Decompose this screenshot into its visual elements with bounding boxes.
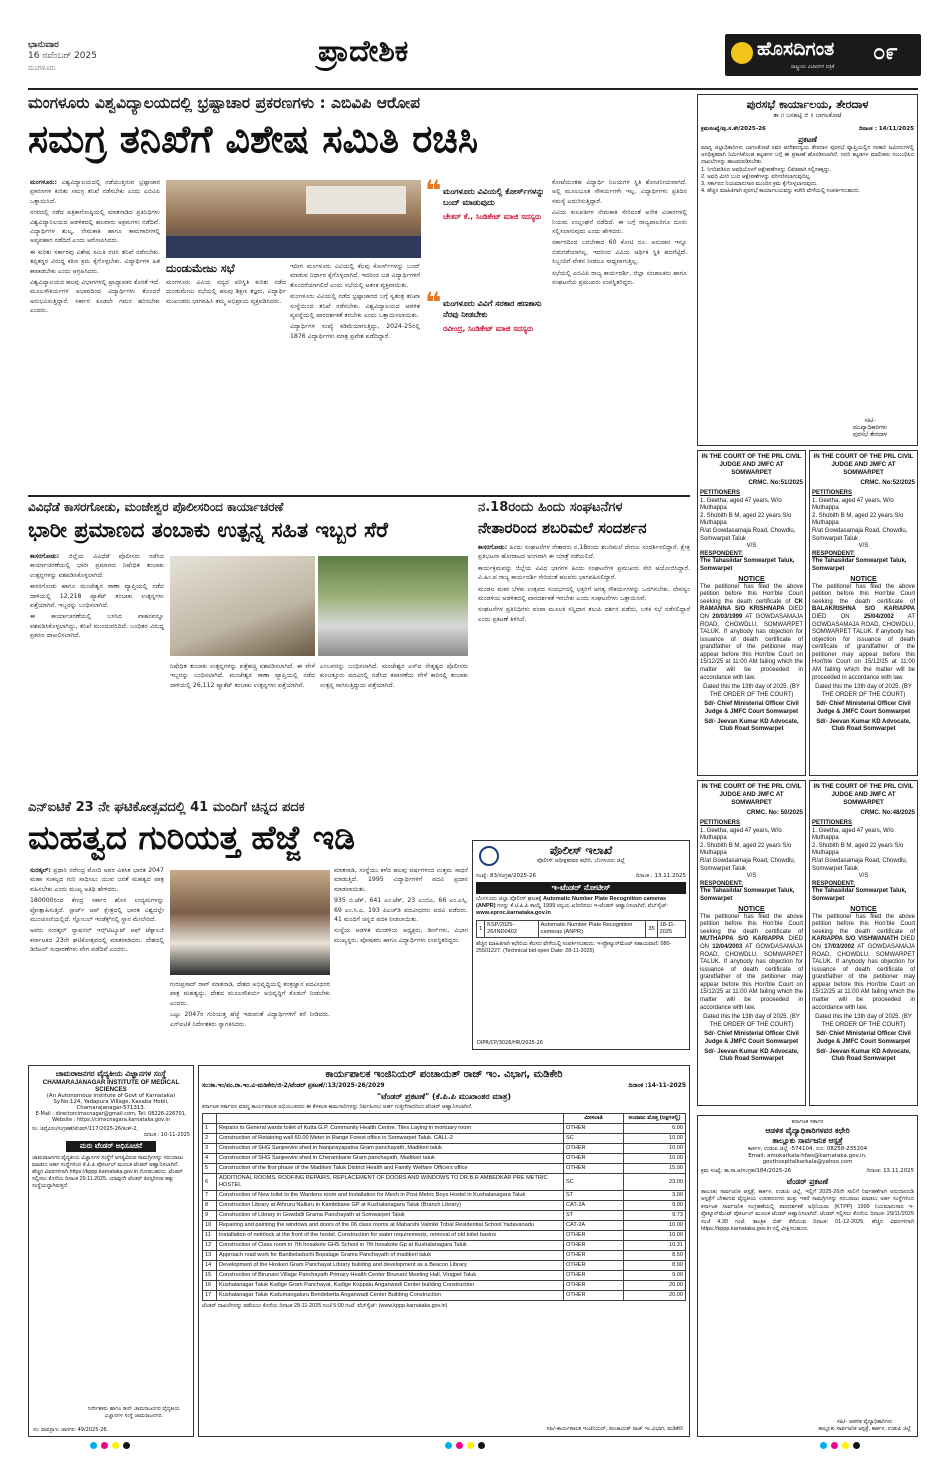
pwd-cell-work: Construction of SHG Sanjeevini shed in Nanjarayapatna Gram panchayath, Madikeri taluk — [217, 1144, 564, 1154]
quote-mark-icon: ❝ — [425, 174, 442, 207]
karkala-hospital: ತಾಲ್ಲೂಕು ಸಾರ್ವಜನಿಕ ಆಸ್ಪತ್ರೆ — [772, 1136, 843, 1145]
pwd-cell-amt: 8.50 — [624, 1251, 686, 1261]
police-emblem-icon — [479, 846, 499, 866]
paper-name: ಹೊಸದಿಗಂತ — [757, 38, 835, 60]
karkala-email2: govthospitalkarkala@yahoo.com — [762, 1159, 853, 1165]
notice-dated: Dated this the 13th day of 2025. (BY THE ORDER OF THE COURT) — [703, 1014, 800, 1028]
notice-body: The petitioner has filed the above petition before this Hon'ble Court seeking the death certificate of KARIAPPA S/O VISHWANATH DIED ON 17/03/2002 AT GOWDASAMAJA ROAD, CHOWDLU, SOMWARPET TALUK. If anybody has objection for issuance of death certificate of grandfather of the petitioner may appear before this Hon'ble Court on 15/12/25 at 11:00 AM failing which the matter will be proceeded in accordance with law. — [812, 913, 915, 1011]
table-row — [203, 1261, 686, 1271]
pwd-cell-cat: OTHER — [564, 1251, 624, 1261]
terdal-body: ಮಾನ್ಯ ಜಿಲ್ಲಾಧಿಕಾರಿಗಳು ಬಾಗಲಕೋಟೆ ರವರ ಆದೇಶದನ್ವಯ ತೇರದಾಳ ಪುರಸಭೆ ವ್ಯಾಪ್ತಿಯಲ್ಲಿನ ಸರಕಾರಿ ಜಮೀನುಗಳಲ್ಲಿ ಅನಧಿಕೃತವಾಗಿ ನಿರ್ಮಿಸಿಕೊಂಡ ಕಟ್ಟಡಗಳ ಬಗ್ಗೆ ಈ ಪ್ರಕಟಣೆ ಹೊರಡಿಸಲಾಗಿದೆ. ಸದರಿ ಕಟ್ಟಡಗಳ ಮಾಲೀಕರು ಸಂಬಂಧಿಸಿದ ದಾಖಲೆಗಳನ್ನು ಹಾಜರುಪಡಿಸಬೇಕು. 1. ನಿಗದಿಪಡಿಸಿದ ಅವಧಿಯೊಳಗೆ ಆಕ್ಷೇಪಣೆಗಳನ್ನು ಲಿಖಿತವಾಗಿ ಸಲ್ಲಿಸತಕ್ಕದ್ದು. 2. ಅವಧಿ ಮೀರಿ ಬಂದ ಆಕ್ಷೇಪಣೆಗಳನ್ನು ಪರಿಗಣಿಸಲಾಗುವುದಿಲ್ಲ. 3. ಸರ್ಕಾರದ ನಿಯಮಾನುಸಾರ ಮುಂದಿನ ಕ್ರಮ ಕೈಗೊಳ್ಳಲಾಗುವುದು. 4. ಹೆಚ್ಚಿನ ಮಾಹಿತಿಗಾಗಿ ಪುರಸಭೆ ಕಾರ್ಯಾಲಯವನ್ನು ಕಚೇರಿ ವೇಳೆಯಲ್ಲಿ ಸಂಪರ್ಕಿಸಬಹುದು. — [701, 145, 914, 195]
pwd-cell-no: 8 — [203, 1201, 217, 1211]
terdal-ref: ಕ್ರಮಸಂಖ್ಯೆ/ಪು.ಸ.ತೇ/2025-26 — [701, 126, 766, 132]
table-row — [203, 1231, 686, 1241]
pwd-cell-no: 15 — [203, 1271, 217, 1281]
table-row — [203, 1164, 686, 1174]
deceased-name: KARIAPPA S/O VISHWANATH — [812, 936, 899, 943]
death-date: 12/04/2003 — [712, 943, 743, 950]
quote1-text: ಮಂಗಳೂರು ವಿವಿಯಲ್ಲಿ ಕೋರ್ಸ್‌ಗಳನ್ನು ಬಂದ್ ಮಾಡುವುದು — [443, 187, 545, 207]
table-row — [203, 1251, 686, 1261]
petitioner-address: R/at Gowdasamaja Road, Chowdlu, Somwarpet Taluk — [700, 527, 796, 542]
terdal-subtitle: ತಾ ॥ ಬನಹಟ್ಟಿ ಜಿ ॥ ಬಾಗಲಕೋಟೆ — [773, 112, 842, 119]
pwd-cell-no: 14 — [203, 1261, 217, 1271]
pwd-cell-amt: 6.00 — [624, 1124, 686, 1134]
versus: V/S — [746, 873, 757, 880]
pwd-cell-work: Repairs to General wards toilet of Kutta G.P. Community Health Centre. Tiles Laying in mortuary room — [217, 1124, 564, 1134]
notice-sig-advocate: Sd/- Jeevan Kumar KD Advocate, Club Road Somwarpet — [816, 1048, 911, 1063]
terdal-footer3: ಪುರಸಭೆ ತೇರದಾಳ — [853, 432, 887, 438]
notice-dated: Dated this the 13th day of 2025. (BY THE ORDER OF THE COURT) — [815, 1014, 912, 1028]
story4-kicker: ಎನ್‌ಐಟಿಕೆ 23 ನೇ ಘಟಿಕೋತ್ಸವದಲ್ಲಿ 41 ಮಂದಿಗೆ ಚಿನ್ನದ ಪದಕ — [28, 800, 305, 815]
police-title: ಪೊಲೀಸ್ ಇಲಾಖೆ — [549, 844, 613, 857]
table-row — [203, 1211, 686, 1221]
pwd-cell-cat: OTHER — [564, 1281, 624, 1291]
court-title: IN THE COURT OF THE PRL CIVIL JUDGE AND JMFC AT SOMWARPET — [701, 783, 802, 806]
court-title: IN THE COURT OF THE PRL CIVIL JUDGE AND JMFC AT SOMWARPET — [813, 453, 914, 476]
pwd-cell-work: Construction of Class room in 7th hosakote GHS School in 7th hosakote Gp at Kushalanagara Taluk — [217, 1241, 564, 1251]
petitioner-2: 2. Shobith B M, aged 22 years S/o Muthappa — [812, 512, 904, 527]
pwd-cell-cat: OTHER — [564, 1271, 624, 1281]
story2-photo-car — [318, 556, 468, 656]
respondent-label: RESPONDENT: — [700, 880, 744, 887]
respondent: The Tahasildar Somwarpet Taluk, Somwarpet — [812, 888, 907, 902]
pwd-cell-amt: 10.00 — [624, 1134, 686, 1144]
pwd-website[interactable]: (www.kppp.karnataka.gov.in) — [378, 1303, 448, 1309]
respondent: The Tahasildar Somwarpet Taluk, Somwarpet — [812, 558, 907, 572]
table-row — [203, 1201, 686, 1211]
pwd-cell-no: 12 — [203, 1241, 217, 1251]
table-row — [203, 1154, 686, 1164]
day-label: ಭಾನುವಾರ — [28, 40, 59, 50]
pwd-cell-amt: 9.00 — [624, 1271, 686, 1281]
story1-headline: ಸಮಗ್ರ ತನಿಖೆಗೆ ವಿಶೇಷ ಸಮಿತಿ ರಚಿಸಿ — [28, 117, 479, 161]
petitioner-1: 1. Geetha, aged 47 years, W/o Muthappa — [700, 497, 782, 512]
notice-body: The petitioner has filed the above petition before this Hon'ble Court seeking the death certificate of CK RAMANNA S/O KRISHNAPA DIED ON 20/03/1999 AT GOWDASAMAJA ROAD, CHOWDLU, SOMWARPET TALUK. If anybody has objection for issuance of death certificate of grandfather of the petitioner may appear before this Hon'ble Court on 15/12/25 at 11:00 AM failing which the matter will be proceeded in accordance with law. — [700, 583, 803, 681]
chamaraj-dipr: ಸಂ: ವಾಪಪ್ರಾಇ: ಚಾನಗರ: 49/2025-26. — [33, 1427, 109, 1433]
court-notice — [809, 780, 918, 1106]
petitioners-label: PETITIONERS — [812, 820, 853, 826]
pwd-cell-cat: SC — [564, 1134, 624, 1144]
pwd-cell-cat: OTHER — [564, 1144, 624, 1154]
notice-body: The petitioner has filed the above petition before this Hon'ble Court seeking the death certificate of MUTHAPPA S/O KARIAPPA DIED ON 12/04/2003 AT GOWDASAMAJA ROAD, CHOWDLU, SOMWARPET TALUK. If anybody has objection for issuance of death certificate of grandfather of the petitioner may appear before this Hon'ble Court on 15/12/25 at 11:00 AM failing which the matter will be proceeded in accordance with law. — [700, 913, 803, 1011]
paper-tagline: ರಾಷ್ಟ್ರೀಯ ವಿಚಾರಗಳ ಪತ್ರಿಕೆ — [791, 64, 835, 70]
court-case-no: CRMC. No:52/2025 — [860, 479, 915, 486]
story2-col1: ಕಾಸರಗೋಡು: ಜಿಲ್ಲೆಯ ವಿವಿಧೆಡೆ ಪೊಲೀಸರು ನಡೆಸಿದ ಕಾರ್ಯಾಚರಣೆಯಲ್ಲಿ ಭಾರೀ ಪ್ರಮಾಣದ ನಿಷೇಧಿತ ತಂಬಾಕು ಉತ್ಪನ್ನಗಳನ್ನು ವಶಪಡಿಸಿಕೊಳ್ಳಲಾಗಿದೆ. ಕಾಸರಗೋಡು ಹಾಗೂ ಮಂಜೇಶ್ವರ ಠಾಣಾ ವ್ಯಾಪ್ತಿಯಲ್ಲಿ ನಡೆದ ದಾಳಿಯಲ್ಲಿ 12,218 ಪ್ಯಾಕೆಟ್ ತಂಬಾಕು ಉತ್ಪನ್ನಗಳು ಪತ್ತೆಯಾಗಿವೆ. ಇಬ್ಬರನ್ನು ಬಂಧಿಸಲಾಗಿದೆ. ಈ ಕಾರ್ಯಾಚರಣೆಯಲ್ಲಿ ಬಳಸಿದ ವಾಹನವನ್ನೂ ವಶಪಡಿಸಿಕೊಳ್ಳಲಾಗಿದ್ದು, ತನಿಖೆ ಮುಂದುವರಿದಿದೆ. ಬಂಧಿತರ ವಿರುದ್ಧ ಪ್ರಕರಣ ದಾಖಲಿಸಲಾಗಿದೆ. — [30, 553, 164, 640]
deceased-name: MUTHAPPA S/O KARIAPPA — [700, 936, 784, 943]
pwd-cell-no: 1 — [203, 1124, 217, 1134]
chamaraj-title-en: CHAMARAJANAGAR INSTITUTE OF MEDICAL SCIENCES — [42, 1079, 180, 1093]
table-row — [203, 1174, 686, 1191]
pwd-cell-cat: ST — [564, 1191, 624, 1201]
pwd-cell-work: Construction of Birunani Village Panchayath Primary Health Center Birunani Meeting Hall, Virajpet Taluk — [217, 1271, 564, 1281]
pwd-cell-cat: OTHER — [564, 1261, 624, 1271]
terdal-date: ದಿನಾಂಕ : 14/11/2025 — [858, 126, 914, 132]
table-row — [203, 1271, 686, 1281]
chamaraj-portal[interactable]: https://kppp.karnataka.gov.in — [69, 1169, 139, 1175]
police-dipr: DIPR/CP/3026/HR/2025-26 — [477, 1040, 543, 1046]
petitioner-2: 2. Shobith B M, aged 22 years S/o Muthappa — [812, 842, 904, 857]
petitioner-2: 2. Shobith B M, aged 22 years S/o Muthappa — [700, 512, 792, 527]
karkala-body: ತಾಲೂಕು ಸಾರ್ವಜನಿಕ ಆಸ್ಪತ್ರೆ, ಕಾರ್ಕಳ, ಉಡುಪಿ ಜಿಲ್ಲೆ, ಇಲ್ಲಿಗೆ 2025-26ನೇ ಸಾಲಿಗೆ ನಿರ್ವಹಣೆಗಾಗಿ ಅನುದಾನದಡಿ ಆಸ್ಪತ್ರೆಗೆ ಬೇಕಾಗುವ ವೈದ್ಯಕೀಯ ಉಪಕರಣಗಳು ಮತ್ತು ಇತರೆ ಸಾಮಗ್ರಿಗಳನ್ನು ಸರಬರಾಜು ಮಾಡಲು ಅರ್ಹ ಸಂಸ್ಥೆಗಳಿಂದ ಕರ್ನಾಟಕ ಸಾರ್ವಜನಿಕ ಸಂಗ್ರಹಣೆಯಲ್ಲಿ ಪಾರದರ್ಶಕತೆ ಅಧಿನಿಯಮ (KTPP) 1999 ನಿಯಮಾನುಸಾರ ಇ-ಪ್ರೊಕ್ಯೂರ್‌ಮೆಂಟ್ ಪೋರ್ಟಲ್ ಮೂಲಕ ಟೆಂಡರ್ ಆಹ್ವಾನಿಸಲಾಗಿದೆ. ಟೆಂಡರ್ ಸಲ್ಲಿಸಲು ಕೊನೆಯ ದಿನಾಂಕ: 29/11/2025 ಸಂಜೆ 4.30 ಗಂಟೆ. ತಾಂತ್ರಿಕ ಬಿಡ್ ತೆರೆಯುವ ದಿನಾಂಕ: 01-12-2025. ಹೆಚ್ಚಿನ ವಿವರಗಳಿಗಾಗಿ https://kppp.karnataka.gov.in ನಲ್ಲಿ ವೀಕ್ಷಿಸಬಹುದು. — [701, 1189, 914, 1233]
pwd-cell-no: 7 — [203, 1191, 217, 1201]
pwd-cell-amt: 23.00 — [624, 1174, 686, 1191]
quote-mark-icon: ❝ — [425, 286, 442, 319]
story1-quote-box — [425, 174, 547, 480]
chamaraj-sub3: Chamarajanagar-571313. — [76, 1105, 146, 1111]
pwd-cell-no: 16 — [203, 1281, 217, 1291]
registration-dots-left — [90, 1442, 130, 1449]
pwd-cell-amt: 9.73 — [624, 1211, 686, 1221]
karkala-tender-ad — [697, 1115, 918, 1437]
notice-dated: Dated this the 13th day of 2025. (BY THE ORDER OF THE COURT) — [815, 684, 912, 698]
pwd-cell-cat: OTHER — [564, 1124, 624, 1134]
notice-sig-officer: Sd/- Chief Ministerial Officer Civil Judge & JMFC Court Somwarpet — [704, 1031, 799, 1046]
petitioner-address: R/at Gowdasamaja Road, Chowdlu, Somwarpet Taluk — [812, 527, 908, 542]
deceased-name: BALAKRISHNA S/O KARIAPPA — [812, 606, 915, 613]
pwd-cell-work: Construction of New toilet to the Wardens room and Installation for Mesh in Post Metric Boys Hostel in Kushalanagara Taluk — [217, 1191, 564, 1201]
pwd-table — [202, 1113, 686, 1301]
notice-dated: Dated this the 13th day of 2025. (BY THE ORDER OF THE COURT) — [703, 684, 800, 698]
chamaraj-date: ದಿನಾಂಕ : 10-11-2025 — [143, 1132, 190, 1138]
pwd-cell-no: 3 — [203, 1144, 217, 1154]
terdal-footer2: ಮುಖ್ಯಾಧಿಕಾರಿಗಳು — [852, 425, 887, 431]
pwd-cell-work: Kushalanagar Taluk Kudige Gram Panchayat, Kudige Koppalu Anganwadi Center building Construction — [217, 1281, 564, 1291]
pwd-cell-amt: 10.00 — [624, 1154, 686, 1164]
chamaraj-title-kn: ಚಾಮರಾಜನಗರ ವೈದ್ಯಕೀಯ ವಿಜ್ಞಾನಗಳ ಸಂಸ್ಥೆ — [55, 1069, 167, 1078]
pwd-cell-cat: ST — [564, 1211, 624, 1221]
police-date: ದಿನಾಂಕ : 13.11.2025 — [635, 873, 686, 879]
pwd-cell-no: 17 — [203, 1291, 217, 1301]
pwd-col-cat: ಮೀಸಲಾತಿ — [564, 1114, 624, 1124]
respondent-label: RESPONDENT: — [812, 550, 856, 557]
pwd-ref: ಸಂ:ಕಾ.ಇಂ/ಪಂ.ರಾ.ಇಂ.ವಿ-ಮಡಿಕೇರಿ/ಜಿ-2/ಟೆಂಡರ್ ಪ್ರಕಟಣೆ/:13/2025-26/2029 — [202, 1082, 385, 1089]
page-number: ೦೯ — [873, 40, 898, 65]
chamaraj-body: ಚಾಮರಾಜನಗರ ವೈದ್ಯಕೀಯ ವಿಜ್ಞಾನಗಳ ಸಂಸ್ಥೆಗೆ ಅಗತ್ಯವಿರುವ ಸಾಮಗ್ರಿಗಳನ್ನು ಸರಬರಾಜು ಮಾಡಲು ಅರ್ಹ ಸಂಸ್ಥೆಗಳಿಂದ ಕೆ.ಪಿ.ಪಿ ಪೋರ್ಟಲ್ ಮೂಲಕ ಟೆಂಡರ್ ಆಹ್ವಾನಿಸಲಾಗಿದೆ. ಹೆಚ್ಚಿನ ವಿವರಗಳಿಗಾಗಿ https://kppp.karnataka.gov.in ನೋಡಬಹುದು. ಟೆಂಡರ್ ಸಲ್ಲಿಸಲು ಕೊನೆಯ ದಿನಾಂಕ 29.11.2025. ಯಾವುದೇ ಟೆಂಡರ್ ತಿರಸ್ಕರಿಸುವ ಹಕ್ಕು ಸಂಸ್ಥೆಯದ್ದಾಗಿರುತ್ತದೆ. — [32, 1155, 184, 1189]
death-date: 17/03/2002 — [824, 943, 855, 950]
table-row — [203, 1291, 686, 1301]
terdal-title: ಪುರಸಭೆ ಕಾರ್ಯಾಲಯ, ತೇರದಾಳ — [746, 98, 869, 111]
quote2-author: ರವೀಂದ್ರ, ಸಿಂಡಿಕೇಟ್ ಮಾಜಿ ಸದಸ್ಯರು — [443, 324, 534, 333]
police-ref: ಸಂಖ್ಯೆ: 83/ಸಂಗ್ರಹ/2025-26 — [476, 873, 537, 879]
karkala-email: Email: amokarkala-hfws@karnataka.gov.in, — [748, 1153, 867, 1159]
death-date: 25/04/2002 — [863, 613, 894, 620]
story2-col2: ನಿಷೇಧಿತ ತಂಬಾಕು ಉತ್ಪನ್ನಗಳನ್ನು ಪತ್ತೆಹಚ್ಚಿ ವಶಪಡಿಸಲಾಗಿದೆ. ಈ ವೇಳೆ ಇಬ್ಬರನ್ನು ಬಂಧಿಸಲಾಗಿದೆ. ಮಂಜೇಶ್ವರ ಠಾಣಾ ವ್ಯಾಪ್ತಿಯಲ್ಲಿ ನಡೆದ ದಾಳಿಯಲ್ಲಿ 26,112 ಪ್ಯಾಕೆಟ್ ತಂಬಾಕು ಉತ್ಪನ್ನಗಳು ಪತ್ತೆಯಾಗಿವೆ. — [170, 663, 315, 689]
respondent-label: RESPONDENT: — [812, 880, 856, 887]
pwd-cell-amt: 8.90 — [624, 1261, 686, 1271]
pwd-cell-no: 5 — [203, 1164, 217, 1174]
pwd-cell-amt: 10.31 — [624, 1241, 686, 1251]
story1-dateline: ಮಂಗಳೂರು: — [30, 179, 57, 186]
chamaraj-email: E-Mail : directorcimscnagar@gmail.com, Tel: 08226-226701, — [35, 1111, 187, 1117]
petitioner-address: R/at Gowdasamaja Road, Chowdlu, Somwarpet Taluk — [700, 857, 796, 872]
police-table: 1 KSP/2025-26/IND0402 Automatic Number Plate Recognition cameras (ANPR) 35 18-11-2025 — [476, 920, 686, 938]
pwd-cell-no: 10 — [203, 1221, 217, 1231]
story4-col3: ಮಾತನಾಡಿ, ಸಂಸ್ಥೆಯು ಕಳೆದ ಹಲವು ವರ್ಷಗಳಿಂದ ಉತ್ತಮ ಸಾಧನೆ ಮಾಡುತ್ತಿದೆ. 1995 ವಿದ್ಯಾರ್ಥಿಗಳಿಗೆ ಪದವಿ ಪ್ರದಾನ ಮಾಡಲಾಯಿತು. 935 ಬಿ.ಟೆಕ್, 641 ಎಂ.ಟೆಕ್, 23 ಎಂಬಿಎ, 66 ಎಂ.ಎಸ್ಸಿ, 69 ಎಂ.ಸಿ.ಎ, 193 ಪಿಎಚ್‌ಡಿ ಪದವೀಧರರು ಪದವಿ ಪಡೆದರು. 41 ಮಂದಿಗೆ ಚಿನ್ನದ ಪದಕ ನೀಡಲಾಯಿತು. ಸಂಸ್ಥೆಯ ಆಡಳಿತ ಮಂಡಳಿಯ ಅಧ್ಯಕ್ಷರು, ಡೀನ್‌ಗಳು, ವಿಭಾಗ ಮುಖ್ಯಸ್ಥರು, ಪೋಷಕರು ಹಾಗೂ ವಿದ್ಯಾರ್ಥಿಗಳು ಉಪಸ್ಥಿತರಿದ್ದರು. — [334, 867, 468, 944]
table-row — [203, 1241, 686, 1251]
pwd-cell-work: Kushalanagar Taluk Kudumangaluru Bendebetta Anganwadi Center Building Construction — [217, 1291, 564, 1301]
pwd-cell-work: Repairing and painting the windows and doors of the 06 class rooms at Maharshi Valmiki Tribal Residential School Yadavanadu — [217, 1221, 564, 1231]
pwd-cell-cat: OTHER — [564, 1291, 624, 1301]
paper-brand — [725, 34, 921, 76]
petitioner-1: 1. Geetha, aged 47 years, W/o Muthappa — [812, 827, 894, 842]
pwd-footer-note: ಟೆಂಡರ್ ದಾಖಲೆಗಳನ್ನು ಪಡೆಯಲು ಕೊನೆಯ ದಿನಾಂಕ 28-11-2025 ಸಂಜೆ 5:00 ಗಂಟೆ. ವೆಬ್‌ಸೈಟ್: (www.kppp.karnataka.gov.in) — [202, 1303, 448, 1309]
pwd-tender-ad — [198, 1065, 690, 1437]
pwd-cell-cat: OTHER — [564, 1164, 624, 1174]
pwd-col-amt: ಅಂದಾಜು ಮೊತ್ತ (ಲಕ್ಷಗಳಲ್ಲಿ) — [624, 1114, 686, 1124]
pwd-cell-work: Construction of Library in Gowdalli Grama Panchayath at Somwarpet Taluk — [217, 1211, 564, 1221]
story3-body: ಕಾಸರಗೋಡು: ಹಿಂದು ಸಂಘಟನೆಗಳ ನೇತಾರರು ನ.18ರಂದು ಶಬರಿಮಲೆ ದೇಗುಲ ಸಂದರ್ಶಿಸಲಿದ್ದಾರೆ. ಕ್ಷೇತ್ರ ಪ್ರತಿಭಟನಾ ಹೋರಾಟದ ಅಂಗವಾಗಿ ಈ ಯಾತ್ರೆ ನಡೆಯಲಿದೆ. ಕಾರ್ಯಕ್ರಮವನ್ನು ಜಿಲ್ಲೆಯ ವಿವಿಧ ಭಾಗಗಳ ಹಿಂದು ಸಂಘಟನೆಗಳ ಪ್ರಮುಖರು ಸೇರಿ ಆಯೋಜಿಸಿದ್ದಾರೆ. ವಿ.ಹಿಂ.ಪ ರಾಜ್ಯ ಕಾರ್ಯದರ್ಶಿ ಸೇರಿದಂತೆ ಹಲವರು ಭಾಗವಹಿಸಲಿದ್ದಾರೆ. ಮಂಡಲ ಮಕರ ಬೆಳಕು ಉತ್ಸವದ ಸಂದರ್ಭದಲ್ಲಿ ಭಕ್ತರಿಗೆ ಅಗತ್ಯ ಸೌಕರ್ಯಗಳನ್ನು ಒದಗಿಸಬೇಕು. ದೇವಸ್ವಂ ಮಂಡಳಿಯ ಆಡಳಿತದಲ್ಲಿ ಪಾರದರ್ಶಕತೆ ಇರಬೇಕು ಎಂದು ಸಂಘಟನೆಗಳು ಒತ್ತಾಯಿಸಿವೆ. ಸಂಘಟನೆಗಳ ಪ್ರತಿನಿಧಿಗಳು ಪಂಪಾ ಮೂಲಕ ಸನ್ನಿಧಾನ ತಲುಪಿ ದರ್ಶನ ಪಡೆದು, ಬಳಿಕ ಸಭೆ ನಡೆಸಲಿದ್ದಾರೆ ಎಂದು ಪ್ರಕಟಣೆ ತಿಳಿಸಿದೆ. — [478, 544, 690, 623]
story1-kicker: ಮಂಗಳೂರು ವಿಶ್ವವಿದ್ಯಾಲಯದಲ್ಲಿ ಭ್ರಷ್ಟಾಚಾರ ಪ್ರಕರಣಗಳು : ಎಬಿವಿಪಿ ಆರೋಪ — [28, 94, 421, 112]
story2-dateline: ಕಾಸರಗೋಡು: — [30, 553, 60, 560]
story1-bottom-rule — [28, 495, 690, 497]
notice-sig-officer: Sd/- Chief Ministerial Officer Civil Judge & JMFC Court Somwarpet — [816, 701, 911, 716]
pwd-cell-no: 6 — [203, 1174, 217, 1191]
pwd-cell-no: 9 — [203, 1211, 217, 1221]
police-body: ಬೆಂಗಳೂರು ಜಿಲ್ಲಾ ಪೊಲೀಸ್ ಘಟಕಕ್ಕೆ Automatic Number Plate Recognition cameras (ANPR) ಗಳನ್ನು ಕೆ.ಟಿ.ಪಿ.ಪಿ ಕಾಯ್ದೆ 1999 ರನ್ವಯ ಖರೀದಿಸಲು ಇ-ಟೆಂಡರ್ ಆಹ್ವಾನಿಸಲಾಗಿದೆ. ವೆಬ್‌ಸೈಟ್: www.eproc.karnataka.gov.in — [476, 896, 669, 916]
notice-sig-officer: Sd/- Chief Ministerial Officer Civil Judge & JMFC Court Somwarpet — [816, 1031, 911, 1046]
terdal-notice-ad — [697, 94, 918, 446]
police-tender-no: KSP/2025-26/IND0402 — [485, 921, 539, 938]
story1-col2: ಮಂಗಳೂರು ವಿವಿಯ ಸದ್ಯದ ಪರಿಸ್ಥಿತಿ ಕುರಿತು ನಡೆದ ದುಂಡುಮೇಜು ಸಭೆಯಲ್ಲಿ ಹಲವು ಶಿಕ್ಷಣ ತಜ್ಞರು, ವಿದ್ಯಾರ್ಥಿ ಮುಖಂಡರು ಭಾಗವಹಿಸಿ ತಮ್ಮ ಅಭಿಪ್ರಾಯ ವ್ಯಕ್ತಪಡಿಸಿದರು. — [166, 279, 286, 305]
karkala-banner: ಟೆಂಡರ್ ಪ್ರಕಟಣೆ — [786, 1177, 829, 1186]
table-row — [203, 1221, 686, 1231]
story2-photo-goods — [170, 556, 315, 656]
court-notice — [809, 450, 918, 776]
story4-col1: ಸುರತ್ಕಲ್: ಪ್ರಧಾನಿ ನರೇಂದ್ರ ಮೋದಿ ಅವರ ವಿಕಸಿತ ಭಾರತ 2047 ಮಹಾ ಸಂಕಲ್ಪದ ಗುರಿ ಸಾಧಿಸಲು ಯುವ ಜನತೆ ಮಹತ್ವದ ಪಾತ್ರ ವಹಿಸಬೇಕು ಎಂದು ಮುಖ್ಯ ಅತಿಥಿ ಹೇಳಿದರು. 180000ರಿಂದ ಕೇಂದ್ರ ಸರ್ಕಾರ ಹೊಸ ಉದ್ಯಮಗಳನ್ನು ಪ್ರೋತ್ಸಾಹಿಸುತ್ತಿದೆ. ಸ್ಟಾರ್ಟ್ ಅಪ್ ಕ್ಷೇತ್ರದಲ್ಲಿ ಭಾರತ ವಿಶ್ವದಲ್ಲೇ ಮುಂಚೂಣಿಯಲ್ಲಿದೆ. ಗ್ಲೋಬಲ್ ಇಂಡೆಕ್ಸ್‌ನಲ್ಲಿ ಸ್ಥಾನ ಮೇಲೇರಿದೆ. ಅವರು ಸುರತ್ಕಲ್ ನ್ಯಾಷನಲ್ ಇನ್ಸ್‌ಟಿಟ್ಯೂಟ್ ಆಫ್ ಟೆಕ್ನಾಲಜಿ ಕರ್ನಾಟಕದ 23ನೇ ಘಟಿಕೋತ್ಸವದಲ್ಲಿ ಮಾತನಾಡಿದರು. ದೇಶದಲ್ಲಿ ಡಿಜಿಟಲ್ ಸುಧಾರಣೆಗಳು ವೇಗ ಪಡೆದಿವೆ ಎಂದರು. — [30, 867, 164, 954]
pwd-cell-work: Development of the Hoskeri Gram Panchayat Library building and development as a Beacon Library — [217, 1261, 564, 1271]
pwd-cell-cat: OTHER — [564, 1231, 624, 1241]
petitioner-2: 2. Shobith B M, aged 22 years S/o Muthappa — [700, 842, 792, 857]
pwd-cell-work: Installation of netrilock at the front of the hostel. Construction for water requirements, removal of old toilet basins — [217, 1231, 564, 1241]
pwd-cell-amt: 10.00 — [624, 1231, 686, 1241]
pwd-cell-work: Approach road work for Banibeladuchi Bopalage Grama Panchayath of madikeri taluk — [217, 1251, 564, 1261]
city-label: ಮಂಗಳೂರು — [28, 64, 56, 72]
story1-col1: ಮಂಗಳೂರು: ವಿಶ್ವವಿದ್ಯಾಲಯದಲ್ಲಿ ನಡೆಯುತ್ತಿರುವ ಭ್ರಷ್ಟಾಚಾರ ಪ್ರಕರಣಗಳ ಕುರಿತು ಸಮಗ್ರ ತನಿಖೆ ನಡೆಸಬೇಕು ಎಂದು ಎಬಿವಿಪಿ ಒತ್ತಾಯಿಸಿದೆ. ನಗರದಲ್ಲಿ ನಡೆದ ಪತ್ರಿಕಾಗೋಷ್ಠಿಯಲ್ಲಿ ಮಾತನಾಡಿದ ಪ್ರತಿನಿಧಿಗಳು ವಿಶ್ವವಿದ್ಯಾನಿಲಯದ ಆಡಳಿತದಲ್ಲಿ ಹಲವಾರು ಅಕ್ರಮಗಳು ನಡೆದಿವೆ. ವಿದ್ಯಾರ್ಥಿಗಳ ಶುಲ್ಕ, ನೇಮಕಾತಿ ಹಾಗೂ ಕಾಮಗಾರಿಗಳಲ್ಲಿ ಅವ್ಯವಹಾರ ನಡೆದಿದೆ ಎಂದು ಆರೋಪಿಸಿದರು. ಈ ಕುರಿತು ಸರ್ಕಾರವು ವಿಶೇಷ ಸಮಿತಿ ರಚಿಸಿ ತನಿಖೆ ನಡೆಸಬೇಕು. ತಪ್ಪಿತಸ್ಥರ ವಿರುದ್ಧ ಕಠಿಣ ಕ್ರಮ ಕೈಗೊಳ್ಳಬೇಕು. ವಿದ್ಯಾರ್ಥಿಗಳ ಹಿತ ಕಾಪಾಡಬೇಕು ಎಂದು ಆಗ್ರಹಿಸಿದರು. ವಿಶ್ವವಿದ್ಯಾಲಯದ ಹಲವು ವಿಭಾಗಗಳಲ್ಲಿ ಪ್ರಾಧ್ಯಾಪಕರ ಕೊರತೆ ಇದೆ. ಮೂಲಸೌಕರ್ಯಗಳ ಅಭಾವದಿಂದ ವಿದ್ಯಾರ್ಥಿಗಳು ತೊಂದರೆ ಅನುಭವಿಸುತ್ತಿದ್ದಾರೆ. ಸರ್ಕಾರ ಕೂಡಲೇ ಗಮನ ಹರಿಸಬೇಕು ಎಂದರು. — [30, 179, 160, 315]
masthead — [28, 34, 918, 90]
pwd-cell-amt: 10.00 — [624, 1221, 686, 1231]
terdal-notice-title: ಪ್ರಕಟಣೆ — [798, 135, 817, 144]
court-title: IN THE COURT OF THE PRL CIVIL JUDGE AND JMFC AT SOMWARPET — [813, 783, 914, 806]
police-qty: 35 — [646, 921, 657, 938]
court-notice — [697, 450, 806, 776]
pwd-cell-work: Construction of the first phase of the Madikeri Taluk District Health and Family Welfare Officers office — [217, 1164, 564, 1174]
court-case-no: CRMC. No: 50/2025 — [746, 809, 803, 816]
versus: V/S — [746, 543, 757, 550]
notice-heading: NOTICE — [850, 575, 877, 583]
chamaraj-website[interactable]: Website : https://cimscnagara.karnataka.gov.in — [52, 1117, 170, 1123]
court-notices-grid — [697, 450, 918, 1110]
death-date: 20/03/1999 — [712, 613, 743, 620]
petitioner-address: R/at Gowdasamaja Road, Chowdlu, Somwarpet Taluk — [812, 857, 908, 872]
table-row — [203, 1281, 686, 1291]
pwd-cell-work: ADDITIONAL ROOMS, ROOFING REPAIRS, REPLACEMENT OF DOORS AND WINDOWS TO DR.B.R AMBEDKAR PRE METRIC HOSTEL — [217, 1174, 564, 1191]
court-title: IN THE COURT OF THE PRL CIVIL JUDGE AND JMFC AT SOMWARPET — [701, 453, 802, 476]
pwd-cell-cat: CAT-2A — [564, 1221, 624, 1231]
karkala-date: ದಿನಾಂಕ: 13.11.2025 — [866, 1168, 914, 1174]
petitioner-1: 1. Geetha, aged 47 years, W/o Muthappa — [700, 827, 782, 842]
pwd-sign: ಸಹಿ/-ಕಾರ್ಯಪಾಲಕ ಇಂಜಿನಿಯರ್, ಪಂಚಾಯತ್ ರಾಜ್ ಇಂ.ವಿಭಾಗ, ಮಡಿಕೇರಿ — [546, 1426, 683, 1432]
pwd-date: ದಿನಾಂಕ :14-11-2025 — [628, 1082, 686, 1089]
pwd-cell-work: Construction of Retaining wall 60.00 Meter in Range Forest office in Somwarpet Taluk. CALL-2 — [217, 1134, 564, 1144]
story2-col3: ಎಂಬವರನ್ನು ಬಂಧಿಸಲಾಗಿದೆ. ಮಂಜೇಶ್ವರ ಎಸ್‌ಐ ನೇತೃತ್ವದ ಪೊಲೀಸರು ಕುಂಜತ್ತೂರು ಪದವಿನಲ್ಲಿ ನಡೆಸಿದ ತಪಾಸಣೆಯ ವೇಳೆ ಕಾರಿನಲ್ಲಿ ತಂಬಾಕು ಉತ್ಪನ್ನ ಸಾಗಿಸುತ್ತಿದ್ದುದು ಪತ್ತೆಯಾಗಿದೆ. — [320, 663, 468, 689]
police-tender-ad — [472, 840, 690, 1050]
story4-dateline: ಸುರತ್ಕಲ್: — [30, 867, 51, 874]
story1-col3: ಇದೀಗ ಮಂಗಳೂರು ವಿವಿಯಲ್ಲಿ ಕೆಲವು ಕೋರ್ಸ್‌ಗಳನ್ನು ಬಂದ್ ಮಾಡುವ ನಿರ್ಧಾರ ಕೈಗೊಳ್ಳಲಾಗಿದೆ. ಇದರಿಂದ ಬಡ ವಿದ್ಯಾರ್ಥಿಗಳಿಗೆ ತೊಂದರೆಯಾಗಲಿದೆ ಎಂದು ಸಭೆಯಲ್ಲಿ ಆತಂಕ ವ್ಯಕ್ತವಾಯಿತು. ಮಂಗಳೂರು ವಿವಿಯಲ್ಲಿ ನಡೆದ ಭ್ರಷ್ಟಾಚಾರದ ಬಗ್ಗೆ ಸ್ವತಂತ್ರ ತನಿಖಾ ಸಂಸ್ಥೆಯಿಂದ ತನಿಖೆ ನಡೆಸಬೇಕು. ವಿಶ್ವವಿದ್ಯಾಲಯದ ಆಡಳಿತ ವ್ಯವಸ್ಥೆಯಲ್ಲಿ ಪಾರದರ್ಶಕತೆ ತರಬೇಕು ಎಂದು ಒತ್ತಾಯಿಸಲಾಯಿತು. ವಿದ್ಯಾರ್ಥಿಗಳ ಸಂಖ್ಯೆ ಕಡಿಮೆಯಾಗುತ್ತಿದ್ದು, 2024-25ರಲ್ಲಿ 1876 ವಿದ್ಯಾರ್ಥಿಗಳು ಮಾತ್ರ ಪ್ರವೇಶ ಪಡೆದಿದ್ದಾರೆ. — [290, 263, 420, 340]
table-row — [203, 1124, 686, 1134]
police-note: ಹೆಚ್ಚಿನ ಮಾಹಿತಿಗಾಗಿ ಕಛೇರಿಯ ಕೆಲಸದ ವೇಳೆಯಲ್ಲಿ ಸಂಪರ್ಕಿಸಬಹುದು. ಇ-ಪ್ರೊಕ್ಯೂರ್‌ಮೆಂಟ್ ಸಹಾಯವಾಣಿ: 080-25501227. (Technical bid open Date: 28-11-2025) — [476, 941, 672, 954]
versus: V/S — [858, 543, 869, 550]
date-label: 16 ನವೆಂಬರ್ 2025 — [28, 51, 97, 61]
police-item-cell: Automatic Number Plate Recognition cameras (ANPR) — [538, 921, 646, 938]
pwd-cell-work: Construction Library at Athruru Nalluru in Kambibane GP at Kushalanagara Taluk (Branch Library) — [217, 1201, 564, 1211]
petitioners-label: PETITIONERS — [700, 490, 741, 496]
karkala-address: ಕಾರ್ಕಳ, ಉಡುಪಿ ಜಿಲ್ಲೆ -574104, ದೂ: 08258-235204 — [747, 1146, 868, 1152]
pwd-banner: "ಟೆಂಡರ್ ಪ್ರಕಟಣೆ" (ಕೆ.ಪಿ.ಪಿ ಮುಖಾಂತರ ಮಾತ್ರ) — [376, 1092, 512, 1101]
pwd-cell-amt: 15.00 — [624, 1164, 686, 1174]
pwd-cell-amt: 9.00 — [624, 1201, 686, 1211]
pwd-intro: ಕರ್ನಾಟಕ ಸರ್ಕಾರದ ಮಾನ್ಯ ಕಾರ್ಯಪಾಲಕ ಅಭಿಯಂತರರು ಈ ಕೆಳಕಂಡ ಕಾಮಗಾರಿಗಳನ್ನು ನಿರ್ವಹಿಸಲು ಅರ್ಹ ಗುತ್ತಿಗೆದಾರರಿಂದ ಟೆಂಡರ್ ಆಹ್ವಾನಿಸಲಾಗಿದೆ. — [202, 1104, 473, 1110]
story1-col4: ಕೋಟೆಯಂತಹ ವಿದ್ಯಾರ್ಥಿ ನಿಲಯಗಳ ಸ್ಥಿತಿ ಶೋಚನೀಯವಾಗಿದೆ. ಅಲ್ಲಿ ಮೂಲಭೂತ ಸೌಕರ್ಯಗಳೇ ಇಲ್ಲ. ವಿದ್ಯಾರ್ಥಿಗಳು ಪ್ರತಿದಿನ ಸಮಸ್ಯೆ ಎದುರಿಸುತ್ತಿದ್ದಾರೆ. ವಿವಿಯ ಕುಲಪತಿಗಳ ನೇಮಕಾತಿ ಸೇರಿದಂತೆ ಅನೇಕ ವಿಚಾರಗಳಲ್ಲಿ ನಿಯಮ ಉಲ್ಲಂಘನೆ ನಡೆದಿದೆ. ಈ ಬಗ್ಗೆ ರಾಜ್ಯಪಾಲರಿಗೂ ದೂರು ಸಲ್ಲಿಸಲಾಗುವುದು ಎಂದು ಹೇಳಿದರು. ಸರ್ಕಾರದಿಂದ ಬರಬೇಕಾದ 60 ಕೋಟಿ ರೂ. ಅನುದಾನ ಇನ್ನೂ ಬಿಡುಗಡೆಯಾಗಿಲ್ಲ. ಇದರಿಂದ ವಿವಿಯ ಆರ್ಥಿಕ ಸ್ಥಿತಿ ಹದಗೆಟ್ಟಿದೆ. ಸಿಬ್ಬಂದಿಗೆ ವೇತನ ನೀಡಲೂ ಸಾಧ್ಯವಾಗುತ್ತಿಲ್ಲ. ಸಭೆಯಲ್ಲಿ ಎಬಿವಿಪಿ ರಾಜ್ಯ ಕಾರ್ಯದರ್ಶಿ, ಜಿಲ್ಲಾ ಸಂಚಾಲಕರು ಹಾಗೂ ಸಂಘಟನೆಯ ಪ್ರಮುಖರು ಉಪಸ್ಥಿತರಿದ್ದರು. — [552, 179, 687, 287]
chamaraj-sub2: Sy.No:124, Yadapura Village, Kasaba Hobli, — [53, 1099, 169, 1105]
table-row — [203, 1134, 686, 1144]
pwd-cell-cat: CAT-2A — [564, 1201, 624, 1211]
pwd-cell-amt: 20.00 — [624, 1291, 686, 1301]
table-row — [203, 1144, 686, 1154]
notice-heading: NOTICE — [738, 905, 765, 913]
story1-photo-caption: ದುಂಡುಮೇಜು ಸಭೆ — [166, 262, 235, 275]
petitioners-label: PETITIONERS — [700, 820, 741, 826]
story3-kicker: ನ.18ರಂದು ಹಿಂದು ಸಂಘಟನೆಗಳ — [478, 500, 623, 515]
court-notice — [697, 780, 806, 1106]
registration-dots-right — [820, 1442, 860, 1449]
story4-photo — [170, 870, 330, 975]
terdal-footer1: ಸಹಿ/- — [864, 418, 876, 424]
court-case-no: CRMC. No:48/2025 — [860, 809, 915, 816]
petitioner-1: 1. Geetha, aged 47 years, W/o Muthappa — [812, 497, 894, 512]
karkala-ref: ಕ್ರಮ ಸಂಖ್ಯೆ: ತಾ.ಸಾ.ಆ/ಸಂಗ್ರಹ/184/2025-26 — [701, 1168, 792, 1174]
pwd-title: ಕಾರ್ಯಪಾಲಕ ಇಂಜಿನಿಯರ್ ಪಂಚಾಯತ್ ರಾಜ್ ಇಂ. ವಿಭಾಗ, ಮಡಿಕೇರಿ — [325, 1069, 563, 1080]
pwd-cell-amt: 3.00 — [624, 1191, 686, 1201]
deceased-name: CK RAMANNA S/O KRISHNAPA — [700, 598, 803, 613]
date-block — [28, 40, 178, 88]
story1-photo — [166, 180, 421, 258]
pwd-cell-amt: 20.00 — [624, 1281, 686, 1291]
story3-dateline: ಕಾಸರಗೋಡು: — [478, 544, 508, 551]
registration-dots-center — [445, 1442, 485, 1449]
pwd-cell-no: 13 — [203, 1251, 217, 1261]
quote1-author: ಚೇತನ್ ಕೆ., ಸಿಂಡಿಕೇಟ್ ಮಾಜಿ ಸದಸ್ಯರು — [443, 212, 542, 221]
notice-body: The petitioner has filed the above petition before this Hon'ble Court seeking the death certificate of BALAKRISHNA S/O KARIAPPA DIED ON 25/04/2002 AT GOWDASAMAJA ROAD, CHOWDLU, SOMWARPET TALUK. If anybody has objection for issuance of death certificate of grandfather of the petitioner may appear before this Hon'ble Court on 15/12/25 at 11:00 AM failing which the matter will be proceeded in accordance with law. — [812, 583, 915, 681]
notice-sig-advocate: Sd/- Jeevan Kumar KD Advocate, Club Road Somwarpet — [816, 718, 911, 733]
notice-sig-officer: Sd/- Chief Ministerial Officer Civil Judge & JMFC Court Somwarpet — [704, 701, 799, 716]
chamaraj-banner: ಮರು ಟೆಂಡರ್ ಅಧಿಸೂಚನೆ — [66, 1141, 156, 1152]
quote2-text: ಮಂಗಳೂರು ವಿವಿಗೆ ಸರಕಾರ ಹಣಕಾಸು ನೆರವು ನೀಡಬೇಕು — [443, 299, 542, 319]
table-row — [203, 1191, 686, 1201]
notice-heading: NOTICE — [738, 575, 765, 583]
story3-headline: ನೇತಾರರಿಂದ ಶಬರಿಮಲೆ ಸಂದರ್ಶನ — [478, 519, 647, 537]
police-last-date: 18-11-2025 — [657, 921, 685, 938]
respondent-label: RESPONDENT: — [700, 550, 744, 557]
pwd-cell-cat: OTHER — [564, 1154, 624, 1164]
pwd-cell-cat: OTHER — [564, 1241, 624, 1251]
pwd-cell-no: 2 — [203, 1134, 217, 1144]
notice-heading: NOTICE — [850, 905, 877, 913]
karkala-office: ಆಡಳಿತ ವೈದ್ಯಾಧಿಕಾರಿಗಳವರ ಕಛೇರಿ — [765, 1126, 850, 1135]
brand-icon — [731, 42, 753, 64]
pwd-cell-no: 11 — [203, 1231, 217, 1241]
story2-headline: ಭಾರೀ ಪ್ರಮಾಣದ ತಂಬಾಕು ಉತ್ಪನ್ನ ಸಹಿತ ಇಬ್ಬರ ಸೆರೆ — [28, 518, 389, 542]
pwd-cell-amt: 10.00 — [624, 1144, 686, 1154]
chamaraj-sub1: (An Autonomous institute of Govt of Karnataka) — [46, 1093, 176, 1099]
pwd-cell-no: 4 — [203, 1154, 217, 1164]
pwd-cell-work: Construction of SHG Sanjeevini shed in Cherambane Gram panchayath, Madikeri taluk — [217, 1154, 564, 1164]
story4-col2: ಗುರುಪ್ರಸಾದ್ ರಾವ್ ಮಾತನಾಡಿ, ದೇಶದ ಅಭಿವೃದ್ಧಿಯಲ್ಲಿ ತಂತ್ರಜ್ಞಾನ ಪದವೀಧರರ ಪಾತ್ರ ಮಹತ್ವದ್ದು. ದೇಶದ ಮೂಲಸೌಕರ್ಯ ಅಭಿವೃದ್ಧಿಗೆ ಕೊಡುಗೆ ನೀಡಬೇಕು ಎಂದರು. ಒಟ್ಟು 2047ರ ಗುರಿಯತ್ತ ಹೆಜ್ಜೆ ಇಡುವಂತೆ ವಿದ್ಯಾರ್ಥಿಗಳಿಗೆ ಕರೆ ನೀಡಿದರು. ಎನ್‌ಐಟಿಕೆ ನಿರ್ದೇಶಕರು ಸ್ವಾಗತಿಸಿದರು. — [170, 981, 330, 1028]
police-subtitle: ಪೊಲೀಸ್ ಅಧೀಕ್ಷಕರವರ ಕಛೇರಿ, ಬೆಂಗಳೂರು ಜಿಲ್ಲೆ — [537, 858, 625, 864]
story4-headline: ಮಹತ್ವದ ಗುರಿಯತ್ತ ಹೆಜ್ಜೆ ಇಡಿ — [28, 818, 356, 857]
police-website[interactable]: www.eproc.karnataka.gov.in — [476, 910, 551, 916]
karkala-sign2: ತಾಲ್ಲೂಕು ಸಾರ್ವಜನಿಕ ಆಸ್ಪತ್ರೆ, ಕಾರ್ಕಳ, ಉಡುಪಿ ಜಿಲ್ಲೆ — [818, 1426, 911, 1432]
notice-sig-advocate: Sd/- Jeevan Kumar KD Advocate, Club Road Somwarpet — [704, 718, 799, 733]
police-banner: ಇ-ಟೆಂಡರ್ ನೋಟೀಸ್ — [476, 882, 686, 894]
court-case-no: CRMC. No:51/2025 — [748, 479, 803, 486]
respondent: The Tahasildar Somwarpet Taluk, Somwarpet — [700, 558, 795, 572]
notice-sig-advocate: Sd/- Jeevan Kumar KD Advocate, Club Road Somwarpet — [704, 1048, 799, 1063]
pwd-cell-cat: SC — [564, 1174, 624, 1191]
petitioners-label: PETITIONERS — [812, 490, 853, 496]
chamaraj-tender-ad — [28, 1065, 194, 1437]
chamaraj-footer: ನಿರ್ದೇಶಕರು ಹಾಗೂ ಡೀನ್ ಚಾಮರಾಜನಗರ ವೈದ್ಯಕೀಯ ವಿಜ್ಞಾನಗಳ ಸಂಸ್ಥೆ ಚಾಮರಾಜನಗರ. — [87, 1406, 181, 1419]
karkala-sign1: ಸಹಿ/- ಆಡಳಿತ ವೈದ್ಯಾಧಿಕಾರಿಗಳು — [836, 1419, 893, 1425]
versus: V/S — [858, 873, 869, 880]
karkala-gov: ಕರ್ನಾಟಕ ಸರ್ಕಾರ — [791, 1119, 824, 1125]
respondent: The Tahasildar Somwarpet Taluk, Somwarpet — [700, 888, 795, 902]
police-item: Automatic Number Plate Recognition cameras (ANPR) — [476, 896, 667, 909]
masthead-rule — [28, 88, 918, 90]
story2-kicker: ವಿವಿಧೆಡೆ ಕಾಸರಗೋಡು, ಮಂಜೇಶ್ವರ ಪೊಲೀಸರಿಂದ ಕಾರ್ಯಾಚರಣೆ — [28, 500, 284, 514]
section-title: ಪ್ರಾದೇಶಿಕ — [318, 34, 409, 69]
chamaraj-ref: ಸಂ: ಚಿವೈವಿಸಂ/ಸಂಗ್ರಹಣೆ/ಟೆಂಡರ್/117/2025-26/ಕಂತ್-2, — [32, 1126, 139, 1132]
